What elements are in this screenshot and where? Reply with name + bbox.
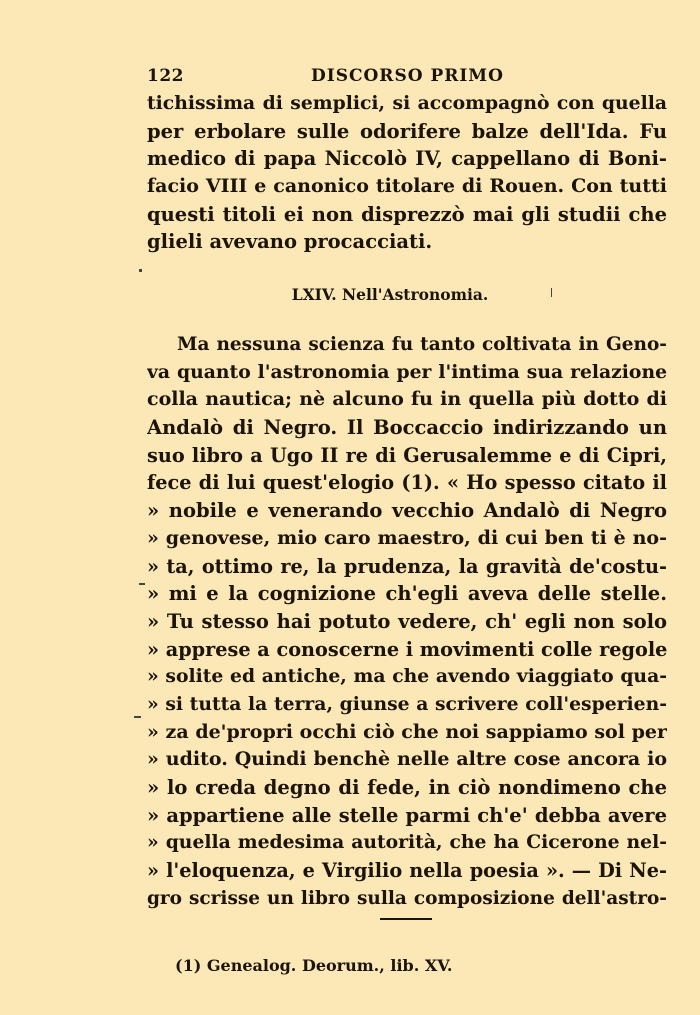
text-line: » Tu stesso hai potuto vedere, ch' egli non solo	[147, 609, 667, 633]
text-line: » solite ed antiche, ma che avendo viaggiato qua-	[147, 665, 667, 688]
ink-speck	[134, 716, 141, 718]
text-line: » quella medesima autorità, che ha Cicerone nel-	[147, 831, 667, 854]
text-line: suo libro a Ugo II re di Gerusalemme e di Cipri,	[147, 443, 667, 467]
text-line: tichissima di semplici, si accompagnò con quella	[147, 92, 667, 114]
text-line: fece di lui quest'elogio (1). « Ho spesso citato il	[147, 471, 667, 495]
text-line: » ta, ottimo re, la prudenza, la gravità de'costu-	[147, 554, 667, 578]
text-line: va quanto l'astronomia per l'intima sua relazione	[147, 360, 667, 383]
text-line: Andalò di Negro. Il Boccaccio indirizzando un	[147, 416, 667, 440]
text-line: colla nautica; nè alcuno fu in quella più dotto di	[147, 388, 667, 411]
ink-speck	[139, 269, 142, 272]
text-line: » mi e la cognizione ch'egli aveva delle stelle.	[147, 582, 667, 606]
text-line: » genovese, mio caro maestro, di cui ben ti è no-	[147, 526, 667, 549]
text-line: medico di papa Niccolò IV, cappellano di Boni-	[147, 147, 667, 171]
text-line: » si tutta la terra, giunse a scrivere coll'esperien-	[147, 692, 667, 715]
text-line: » nobile e venerando vecchio Andalò di Negro	[147, 499, 667, 523]
section-heading: LXIV. Nell'Astronomia.	[291, 285, 489, 304]
paragraph-astronomy	[147, 331, 667, 912]
text-line: » lo creda degno di fede, in ciò nondimeno che	[147, 776, 667, 799]
text-line: » appartiene alle stelle parmi ch'e' debba avere	[147, 803, 667, 827]
text-line: glieli avevano procacciati.	[147, 230, 433, 254]
text-line: » udito. Quindi benchè nelle altre cose ancora io	[147, 748, 667, 771]
page-number: 122	[147, 66, 184, 86]
running-title: DISCORSO PRIMO	[311, 66, 504, 86]
text-line: » apprese a conoscerne i movimenti colle regole	[147, 637, 667, 661]
text-line: per erbolare sulle odorifere balze dell'Ida. Fu	[147, 119, 667, 143]
ink-speck	[551, 288, 552, 297]
text-line: gro scrisse un libro sulla composizione dell'astro-	[147, 887, 667, 909]
text-line: » l'eloquenza, e Virgilio nella poesia ». — Di Ne-	[147, 859, 667, 883]
paragraph-continued	[147, 90, 667, 256]
text-line: Ma nessuna scienza fu tanto coltivata in Geno-	[177, 334, 667, 355]
text-line: questi titoli ei non disprezzò mai gli studii che	[147, 202, 667, 226]
ink-speck	[139, 583, 145, 585]
text-line: » za de'propri occhi ciò che noi sappiamo sol per	[147, 720, 667, 743]
text-line: facio VIII e canonico titolare di Rouen. Con tutti	[147, 175, 667, 198]
footnote-rule	[380, 918, 432, 920]
footnote: (1) Genealog. Deorum., lib. XV.	[175, 956, 453, 975]
